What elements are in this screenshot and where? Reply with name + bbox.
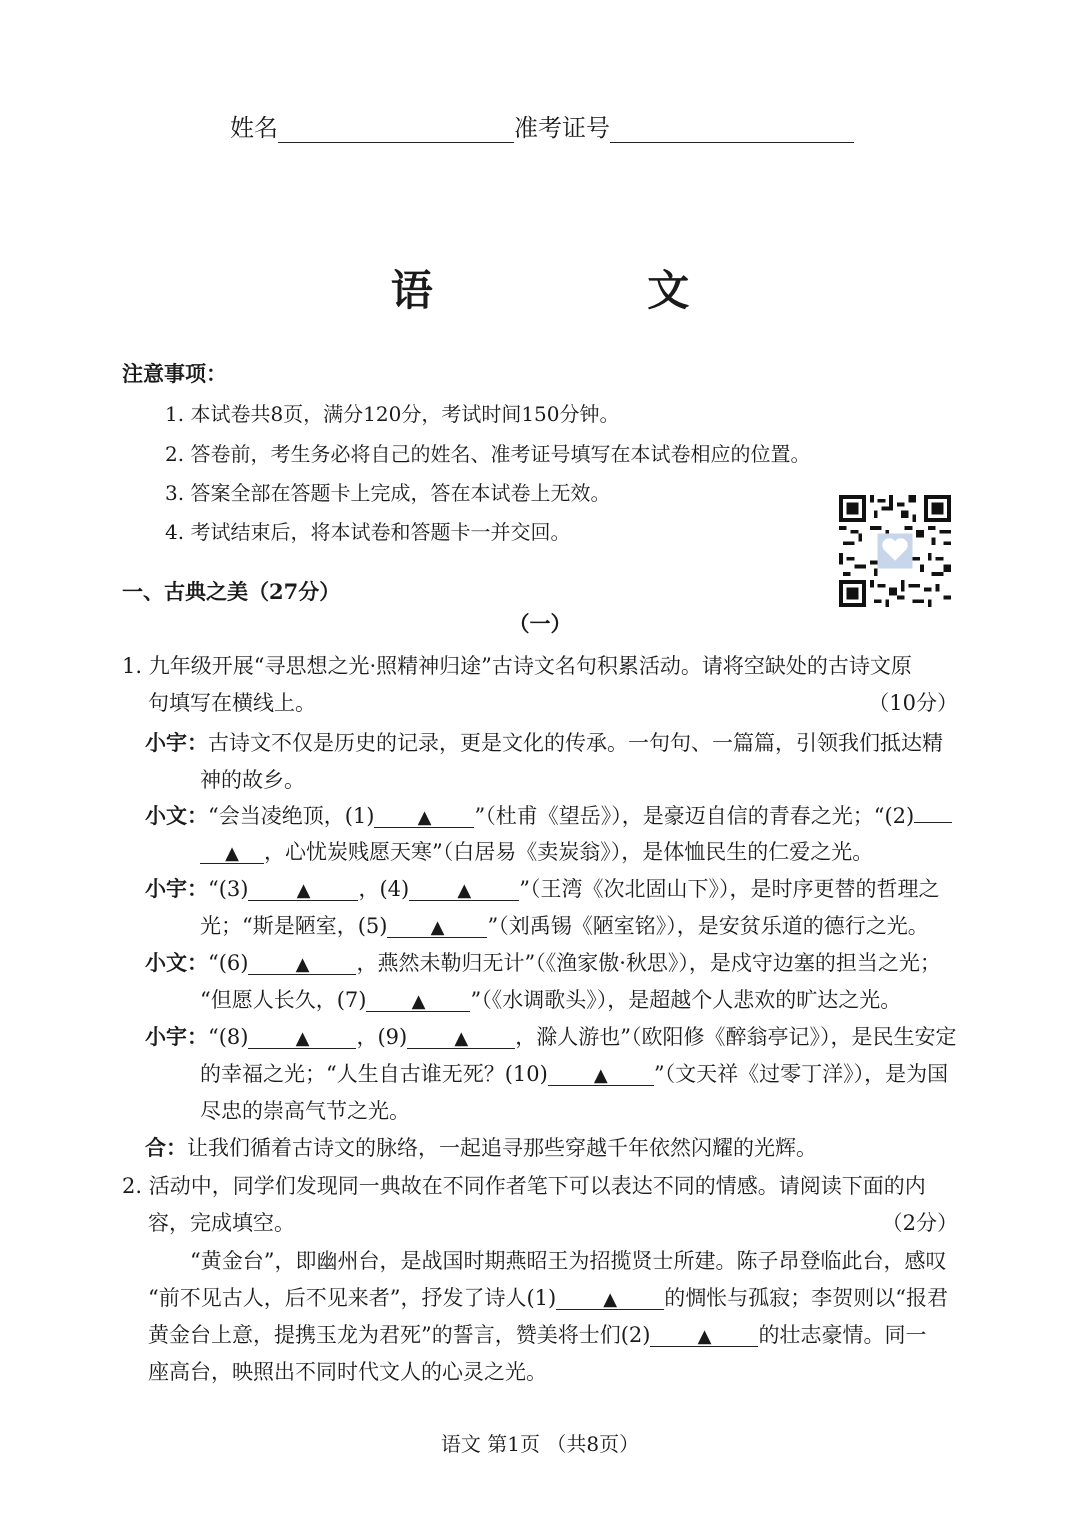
answer-blank-9[interactable] [407,1026,515,1049]
passage-line [148,1282,948,1312]
notice-item: 2. 答卷前，考生务必将自己的姓名、准考证号填写在本试卷相应的位置。 [165,442,811,466]
passage-text: “前不见古人，后不见来者”，抒发了诗人(1) [148,1286,557,1310]
question-1-points: （10分） [868,691,958,715]
speaker-label: 小宇： [145,1024,208,1049]
blank-triangle-icon: ▲ [593,1065,608,1086]
notice-item: 4. 考试结束后，将本试卷和答题卡一并交回。 [165,520,571,544]
answer-blank-4[interactable] [409,878,519,901]
blank-triangle-icon: ▲ [417,807,432,828]
blank-triangle-icon: ▲ [697,1326,712,1347]
page-footer: 语文 第1页 （共8页） [440,1432,640,1456]
dialogue-text: “(8) [208,1025,249,1049]
speaker-label: 合： [145,1135,187,1160]
dialogue-line [200,836,873,866]
answer-blank-2-cont[interactable] [200,841,264,864]
question-2-stem-cont: 容，完成填空。 [148,1211,295,1235]
answer-blank-7[interactable] [366,989,470,1012]
passage-text: 的壮志豪情。同一 [758,1323,927,1347]
speaker-label: 小宇： [145,730,208,755]
dialogue-line [145,1132,817,1162]
dialogue-text: ，(4) [358,877,410,901]
dialogue-text: ”（《水调歌头》），是超越个人悲欢的旷达之光。 [470,988,902,1012]
qr-code-icon[interactable] [838,495,952,607]
dialogue-line [200,910,929,940]
speaker-label: 小文： [145,950,208,975]
dialogue-line [145,1021,956,1051]
answer-blank-q2-1[interactable] [556,1287,664,1310]
blank-triangle-icon: ▲ [430,917,445,938]
dialogue-text: ”（杜甫《望岳》），是豪迈自信的青春之光；“(2) [474,804,915,828]
dialogue-text: “会当凌绝顶，(1) [208,804,375,828]
blank-triangle-icon: ▲ [457,880,472,901]
question-2-stem: 2. 活动中，同学们发现同一典故在不同作者笔下可以表达不同的情感。请阅读下面的内 [122,1174,926,1198]
answer-blank-q2-2[interactable] [650,1324,758,1347]
dialogue-text: 让我们循着古诗文的脉络，一起追寻那些穿越千年依然闪耀的光辉。 [187,1136,817,1160]
answer-blank-8[interactable] [248,1026,356,1049]
section-title: 一、古典之美（27分） [122,579,341,604]
notice-title: 注意事项： [122,361,227,386]
dialogue-text: 尽忠的崇高气节之光。 [200,1099,410,1123]
dialogue-line [200,1058,948,1088]
dialogue-text: 的幸福之光；“人生自古谁无死？(10) [200,1062,548,1086]
notice-item: 3. 答案全部在答题卡上完成，答在本试卷上无效。 [165,481,611,505]
name-label: 姓名 [230,114,278,142]
name-blank[interactable] [278,116,514,143]
answer-blank-6[interactable] [248,952,356,975]
dialogue-line [145,727,943,757]
dialogue-line [200,984,901,1014]
blank-triangle-icon: ▲ [411,991,426,1012]
notice-item: 1. 本试卷共8页，满分120分，考试时间150分钟。 [165,402,620,426]
dialogue-text: ，滁人游也”（欧阳修《醉翁亭记》），是民生安定 [515,1025,957,1049]
passage-line [148,1319,926,1349]
question-2-points: （2分） [881,1211,958,1235]
dialogue-text: “(6) [208,951,249,975]
passage-text: 黄金台上意，提携玉龙为君死”的誓言，赞美将士们(2) [148,1323,651,1347]
dialogue-text: “但愿人长久，(7) [200,988,367,1012]
blank-triangle-icon: ▲ [454,1028,469,1049]
dialogue-line [145,800,952,830]
dialogue-line [145,873,939,903]
passage-text: 座高台，映照出不同时代文人的心灵之光。 [148,1360,547,1384]
speaker-label: 小宇： [145,876,208,901]
dialogue-text: “(3) [208,877,249,901]
dialogue-text: ”（刘禹锡《陋室铭》），是安贫乐道的德行之光。 [487,914,929,938]
subsection-title: （一） [508,611,572,636]
question-1-stem-cont: 句填写在横线上。 [148,691,316,715]
dialogue-text: ”（王湾《次北固山下》），是时序更替的哲理之 [519,877,940,901]
blank-triangle-icon: ▲ [295,1028,310,1049]
dialogue-line [145,947,941,977]
answer-blank-3[interactable] [248,878,358,901]
blank-triangle-icon: ▲ [225,843,239,864]
blank-triangle-icon: ▲ [296,880,311,901]
dialogue-text: 神的故乡。 [200,768,305,792]
answer-blank-1[interactable] [374,805,474,828]
exam-id-blank[interactable] [610,116,854,143]
answer-blank-5[interactable] [387,915,487,938]
blank-triangle-icon: ▲ [603,1289,618,1310]
dialogue-text: ，心忧炭贱愿天寒”（白居易《卖炭翁》），是体恤民生的仁爱之光。 [264,840,874,864]
page-title: 语 文 [390,266,790,315]
blank-triangle-icon: ▲ [295,954,310,975]
speaker-label: 小文： [145,803,208,828]
question-1-stem: 1. 九年级开展“寻思想之光·照精神归途”古诗文名句积累活动。请将空缺处的古诗文原 [122,654,912,678]
dialogue-text: 古诗文不仅是历史的记录，更是文化的传承。一句句、一篇篇，引领我们抵达精 [208,731,943,755]
answer-blank-10[interactable] [548,1063,654,1086]
passage-text: “黄金台”，即幽州台，是战国时期燕昭王为招揽贤士所建。陈子昂登临此台，感叹 [190,1249,947,1273]
exam-id-label: 准考证号 [514,114,610,142]
dialogue-text: 光；“斯是陋室，(5) [200,914,388,938]
dialogue-text: ，(9) [356,1025,408,1049]
dialogue-text: ，燕然未勒归无计”（《渔家傲·秋思》），是戍守边塞的担当之光； [356,951,941,975]
answer-blank-2[interactable] [914,800,952,823]
passage-text: 的惆怅与孤寂；李贺则以“报君 [664,1286,948,1310]
dialogue-text: ”（文天祥《过零丁洋》），是为国 [653,1062,949,1086]
candidate-info-line [230,108,854,143]
